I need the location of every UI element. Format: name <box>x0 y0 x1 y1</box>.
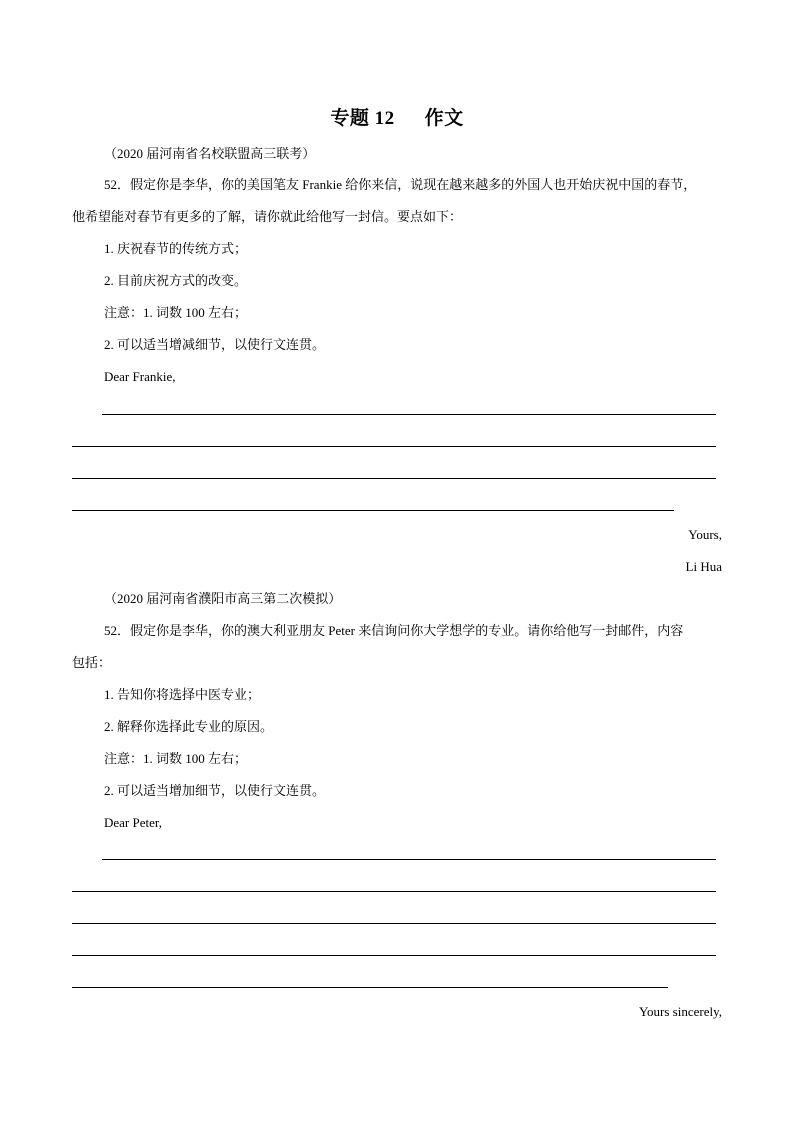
q1-writing-line-4[interactable] <box>72 510 674 511</box>
q2-writing-line-1[interactable] <box>102 859 716 860</box>
q1-writing-line-2[interactable] <box>72 446 716 447</box>
q1-writing-line-3[interactable] <box>72 478 716 479</box>
q2-closing: Yours sincerely, <box>638 1004 722 1019</box>
q1-salutation: Dear Frankie, <box>104 369 176 384</box>
q1-prompt-line2: 他希望能对春节有更多的了解，请你就此给他写一封信。要点如下： <box>72 209 463 224</box>
q2-salutation: Dear Peter, <box>104 815 162 830</box>
q2-prompt-line2: 包括： <box>72 655 112 670</box>
q2-writing-line-2[interactable] <box>72 891 716 892</box>
q2-writing-line-3[interactable] <box>72 923 716 924</box>
q1-source: （2020 届河南省名校联盟高三联考） <box>104 146 316 161</box>
topic-number: 专题 12 <box>330 108 395 129</box>
topic-name: 作文 <box>424 108 464 129</box>
q1-point2: 2. 目前庆祝方式的改变。 <box>104 273 248 288</box>
q2-note2: 2. 可以适当增加细节，以使行文连贯。 <box>104 783 326 798</box>
q2-writing-line-5[interactable] <box>72 987 668 988</box>
q1-point1: 1. 庆祝春节的传统方式； <box>104 241 248 256</box>
q1-prompt-line1: 52．假定你是李华，你的美国笔友 Frankie 给你来信，说现在越来越多的外国人也开始庆祝中国的春节， <box>104 177 697 192</box>
page-title <box>0 103 794 130</box>
q1-writing-line-1[interactable] <box>102 414 716 415</box>
q1-closing: Yours, <box>688 527 722 542</box>
q2-point1: 1. 告知你将选择中医专业； <box>104 687 261 702</box>
q1-note2: 2. 可以适当增减细节，以使行文连贯。 <box>104 337 326 352</box>
q2-source: （2020 届河南省濮阳市高三第二次模拟） <box>104 591 342 606</box>
q2-point2: 2. 解释你选择此专业的原因。 <box>104 719 274 734</box>
q1-note1: 注意：1. 词数 100 左右； <box>104 305 248 320</box>
q2-writing-line-4[interactable] <box>72 955 716 956</box>
q1-signature: Li Hua <box>685 559 722 574</box>
q2-note1: 注意：1. 词数 100 左右； <box>104 751 248 766</box>
q2-prompt-line1: 52．假定你是李华，你的澳大利亚朋友 Peter 来信询问你大学想学的专业。请你给他写一封邮件，内容 <box>104 623 684 638</box>
